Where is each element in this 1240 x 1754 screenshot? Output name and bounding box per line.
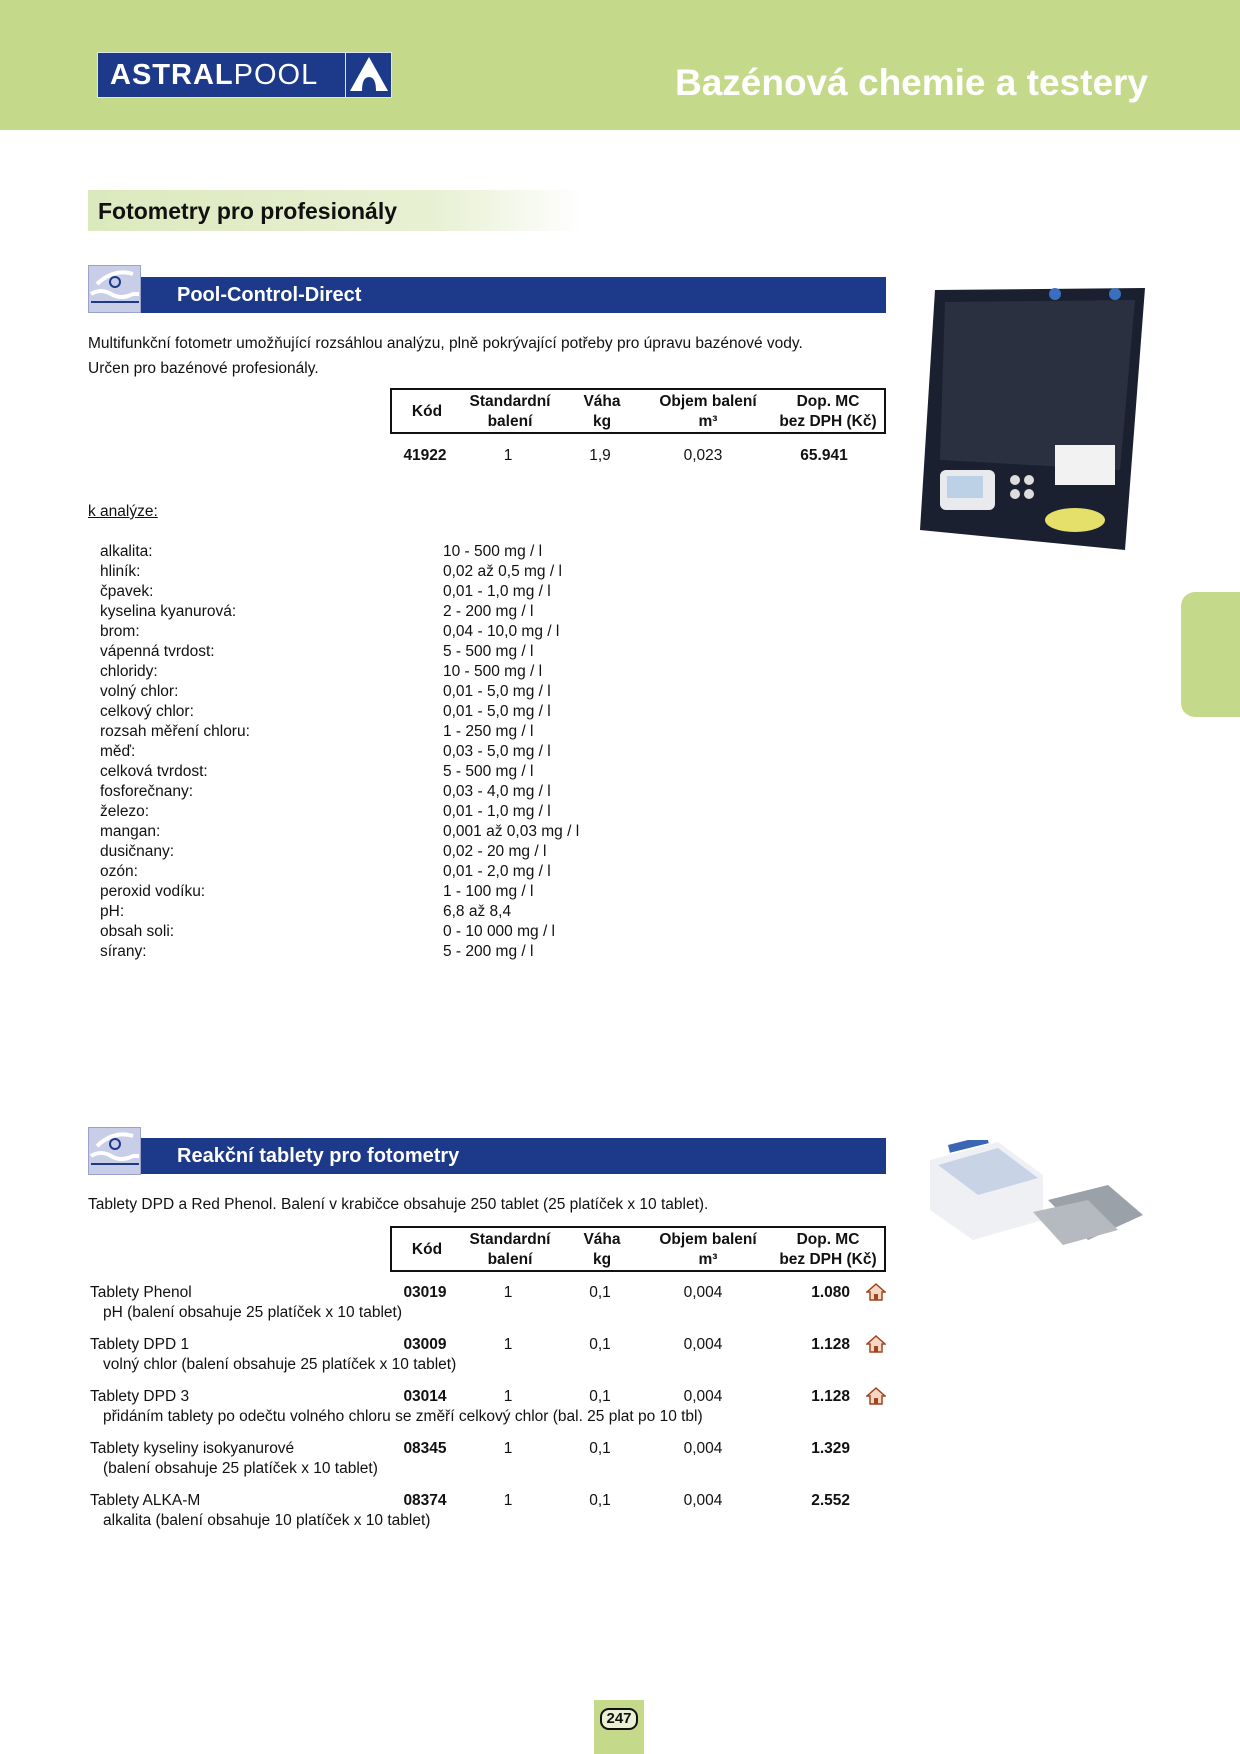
analysis-range: 1 - 250 mg / l: [443, 723, 534, 740]
analysis-range: 6,8 až 8,4: [443, 903, 512, 920]
analysis-list: [100, 542, 620, 962]
std: 1: [503, 1388, 513, 1405]
analysis-range: 0,04 - 10,0 mg / l: [443, 623, 560, 640]
std: 1: [503, 447, 513, 464]
analysis-item: [100, 902, 620, 922]
analysis-item: [100, 942, 620, 962]
price: 65.941: [800, 447, 848, 464]
col-price: Dop. MC: [796, 393, 860, 410]
product-description: Určen pro bazénové profesionály.: [88, 360, 319, 377]
product-name: Tablety DPD 1: [90, 1336, 190, 1353]
col-volume: m³: [698, 1251, 718, 1268]
price: 2.552: [811, 1492, 850, 1509]
analysis-item: [100, 822, 620, 842]
analysis-name: chloridy:: [100, 663, 158, 680]
side-tab: [1181, 592, 1240, 717]
product-description: Tablety DPD a Red Phenol. Balení v krabičce obsahuje 250 tablet (25 platíček x 10 tablet).: [88, 1196, 709, 1213]
analysis-name: brom:: [100, 623, 140, 640]
tablets-table: [0, 1284, 900, 1544]
analysis-item: [100, 882, 620, 902]
code: 08374: [403, 1492, 447, 1509]
analysis-item: [100, 862, 620, 882]
analysis-name: kyselina kyanurová:: [100, 603, 237, 620]
analysis-range: 2 - 200 mg / l: [443, 603, 534, 620]
volume: 0,004: [683, 1336, 723, 1353]
astralpool-logo: ASTRALPOOL: [97, 52, 392, 98]
code: 08345: [403, 1440, 447, 1457]
weight: 1,9: [589, 447, 611, 464]
price: 1.329: [811, 1440, 850, 1457]
swimmer-icon: [88, 265, 141, 313]
col-std: balení: [487, 413, 533, 430]
volume: 0,004: [683, 1440, 723, 1457]
product-title-bar: Reakční tablety pro fotometry: [141, 1138, 886, 1174]
analysis-range: 0 - 10 000 mg / l: [443, 923, 556, 940]
volume: 0,004: [683, 1492, 723, 1509]
analysis-name: hliník:: [100, 563, 141, 580]
analysis-name: vápenná tvrdost:: [100, 643, 215, 660]
weight: 0,1: [589, 1336, 611, 1353]
home-icon: [866, 1334, 886, 1354]
product-description: Multifunkční fotometr umožňující rozsáhlou analýzu, plně pokrývající potřeby pro úpravu bazénové vody.: [88, 335, 803, 352]
col-volume: m³: [698, 413, 718, 430]
analysis-name: fosforečnany:: [100, 783, 194, 800]
price: 1.128: [811, 1388, 850, 1405]
std: 1: [503, 1284, 513, 1301]
analysis-name: volný chlor:: [100, 683, 179, 700]
table-row: [0, 1336, 900, 1388]
product-subtitle: (balení obsahuje 25 platíček x 10 tablet): [103, 1460, 378, 1477]
analysis-range: 0,001 až 0,03 mg / l: [443, 823, 580, 840]
product-name: Tablety kyseliny isokyanurové: [90, 1440, 295, 1457]
analysis-range: 0,01 - 5,0 mg / l: [443, 683, 551, 700]
volume: 0,004: [683, 1284, 723, 1301]
analysis-name: čpavek:: [100, 583, 154, 600]
col-code: Kód: [411, 403, 443, 420]
analysis-item: [100, 802, 620, 822]
col-weight: Váha: [583, 393, 621, 410]
analysis-range: 0,02 až 0,5 mg / l: [443, 563, 562, 580]
analysis-item: [100, 762, 620, 782]
analysis-item: [100, 562, 620, 582]
section-title: Fotometry pro profesionály: [88, 190, 583, 231]
code: 03009: [403, 1336, 447, 1353]
table-header: [390, 1226, 886, 1272]
weight: 0,1: [589, 1440, 611, 1457]
col-weight: kg: [592, 1251, 612, 1268]
std: 1: [503, 1440, 513, 1457]
home-icon: [866, 1386, 886, 1406]
analysis-name: celková tvrdost:: [100, 763, 208, 780]
col-price: bez DPH (Kč): [779, 1251, 877, 1268]
analysis-item: [100, 642, 620, 662]
analysis-item: [100, 782, 620, 802]
col-volume: Objem balení: [659, 1231, 757, 1248]
table-row: [0, 1492, 900, 1544]
analysis-range: 5 - 500 mg / l: [443, 643, 534, 660]
weight: 0,1: [589, 1388, 611, 1405]
product-subtitle: přidáním tablety po odečtu volného chloru se změří celkový chlor (bal. 25 plat po 10 tbl): [103, 1408, 703, 1425]
product-title-bar: Pool-Control-Direct: [141, 277, 886, 313]
analysis-item: [100, 922, 620, 942]
weight: 0,1: [589, 1284, 611, 1301]
product-name: Tablety DPD 3: [90, 1388, 190, 1405]
analysis-item: [100, 622, 620, 642]
table-row: [0, 1388, 900, 1440]
col-price: bez DPH (Kč): [779, 413, 877, 430]
analysis-name: mangan:: [100, 823, 161, 840]
col-std: Standardní: [469, 393, 551, 410]
analysis-range: 0,01 - 1,0 mg / l: [443, 803, 551, 820]
code: 03014: [403, 1388, 447, 1405]
col-std: Standardní: [469, 1231, 551, 1248]
table-header: [390, 388, 886, 434]
table-row: [0, 1440, 900, 1492]
tablets-image: [928, 1140, 1145, 1255]
analysis-range: 10 - 500 mg / l: [443, 543, 543, 560]
analysis-range: 0,01 - 5,0 mg / l: [443, 703, 551, 720]
analysis-range: 5 - 500 mg / l: [443, 763, 534, 780]
volume: 0,023: [683, 447, 723, 464]
analysis-range: 1 - 100 mg / l: [443, 883, 534, 900]
analysis-name: peroxid vodíku:: [100, 883, 206, 900]
home-icon: [866, 1282, 886, 1302]
analysis-range: 5 - 200 mg / l: [443, 943, 534, 960]
col-code: Kód: [411, 1241, 443, 1258]
std: 1: [503, 1492, 513, 1509]
analysis-name: alkalita:: [100, 543, 153, 560]
analysis-item: [100, 702, 620, 722]
analysis-name: obsah soli:: [100, 923, 175, 940]
analysis-name: pH:: [100, 903, 125, 920]
volume: 0,004: [683, 1388, 723, 1405]
analysis-name: sírany:: [100, 943, 147, 960]
analysis-range: 0,01 - 2,0 mg / l: [443, 863, 551, 880]
analysis-name: dusičnany:: [100, 843, 175, 860]
col-weight: Váha: [583, 1231, 621, 1248]
product-name: Tablety Phenol: [90, 1284, 192, 1301]
analysis-range: 0,02 - 20 mg / l: [443, 843, 547, 860]
analysis-range: 0,03 - 5,0 mg / l: [443, 743, 551, 760]
page-title: Bazénová chemie a testery: [674, 62, 1148, 103]
analysis-item: [100, 602, 620, 622]
price: 1.080: [811, 1284, 850, 1301]
col-price: Dop. MC: [796, 1231, 860, 1248]
analysis-range: 0,03 - 4,0 mg / l: [443, 783, 551, 800]
analysis-name: měď:: [100, 743, 136, 760]
analysis-name: rozsah měření chloru:: [100, 723, 250, 740]
page-number-box: [594, 1700, 644, 1754]
analysis-item: [100, 682, 620, 702]
analysis-range: 10 - 500 mg / l: [443, 663, 543, 680]
photometer-case-image: [915, 280, 1148, 562]
analysis-item: [100, 742, 620, 762]
product-subtitle: pH (balení obsahuje 25 platíček x 10 tablet): [103, 1304, 402, 1321]
analysis-item: [100, 662, 620, 682]
page-number: 247: [600, 1708, 638, 1730]
std: 1: [503, 1336, 513, 1353]
col-weight: kg: [592, 413, 612, 430]
table-row: [0, 447, 900, 467]
analysis-label: k analýze:: [88, 503, 158, 520]
product-subtitle: alkalita (balení obsahuje 10 platíček x 10 tablet): [103, 1512, 431, 1529]
col-volume: Objem balení: [659, 393, 757, 410]
analysis-name: celkový chlor:: [100, 703, 194, 720]
analysis-range: 0,01 - 1,0 mg / l: [443, 583, 551, 600]
weight: 0,1: [589, 1492, 611, 1509]
code: 41922: [403, 447, 447, 464]
code: 03019: [403, 1284, 447, 1301]
swimmer-icon: [88, 1127, 141, 1175]
product-subtitle: volný chlor (balení obsahuje 25 platíček x 10 tablet): [103, 1356, 457, 1373]
analysis-name: železo:: [100, 803, 150, 820]
analysis-name: ozón:: [100, 863, 138, 880]
analysis-item: [100, 542, 620, 562]
price: 1.128: [811, 1336, 850, 1353]
analysis-item: [100, 582, 620, 602]
product-name: Tablety ALKA-M: [90, 1492, 201, 1509]
col-std: balení: [487, 1251, 533, 1268]
table-row: [0, 1284, 900, 1336]
analysis-item: [100, 722, 620, 742]
analysis-item: [100, 842, 620, 862]
